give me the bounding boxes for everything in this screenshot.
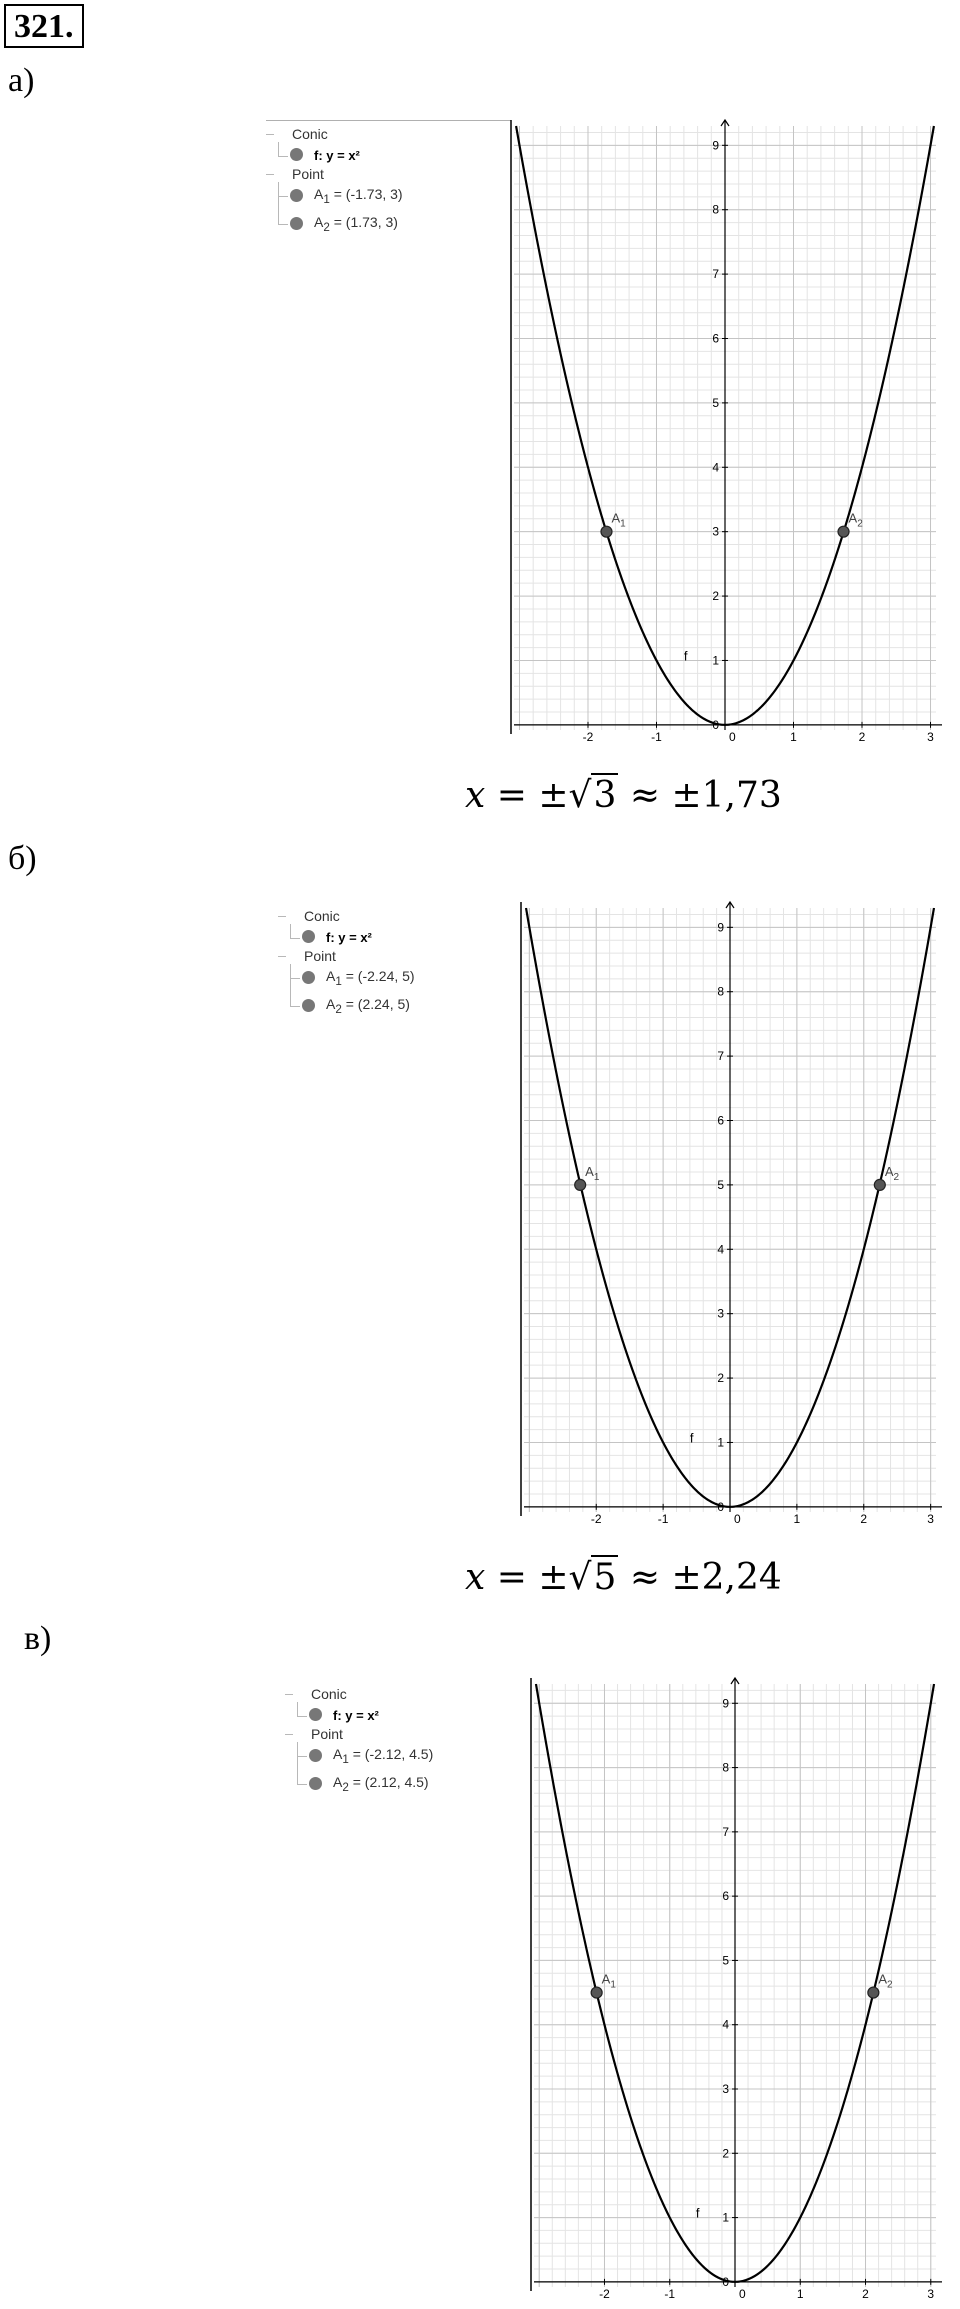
y-tick-label: 2 bbox=[712, 589, 719, 604]
point-label: $A_1$ bbox=[601, 1971, 616, 1991]
y-tick-label: 5 bbox=[722, 1953, 729, 1968]
x-tick-label: 0 bbox=[739, 2286, 746, 2301]
x-tick-label: 2 bbox=[862, 2286, 869, 2301]
part-label-b: б) bbox=[8, 840, 37, 877]
y-tick-label: 1 bbox=[717, 1435, 724, 1450]
visibility-toggle-icon[interactable] bbox=[309, 1777, 322, 1790]
point-header[interactable]: Point bbox=[292, 166, 324, 182]
y-tick-label: 6 bbox=[722, 1889, 729, 1904]
x-tick-label: -2 bbox=[590, 1511, 602, 1526]
algebra-view-c bbox=[285, 1680, 530, 1800]
function-item[interactable]: f: y = x² bbox=[314, 148, 360, 163]
point-marker bbox=[601, 526, 612, 537]
y-tick-label: 4 bbox=[717, 1242, 724, 1257]
visibility-toggle-icon[interactable] bbox=[290, 189, 303, 202]
y-tick-label: 9 bbox=[722, 1696, 729, 1711]
point-item-a2[interactable]: $A_2 = (2.12$, 4.5) bbox=[333, 1774, 429, 1794]
y-tick-label: 2 bbox=[717, 1371, 724, 1386]
y-tick-label: 1 bbox=[712, 653, 719, 668]
point-marker bbox=[868, 1987, 879, 1998]
part-label-a: а) bbox=[8, 62, 35, 99]
conic-header[interactable]: Conic bbox=[311, 1686, 347, 1702]
point-marker bbox=[591, 1987, 602, 1998]
y-tick-label: 6 bbox=[712, 331, 719, 346]
y-tick-label: 1 bbox=[722, 2210, 729, 2225]
y-tick-label: 4 bbox=[722, 2017, 729, 2032]
function-item[interactable]: f: y = x² bbox=[333, 1708, 379, 1723]
y-tick-label: 3 bbox=[722, 2082, 729, 2096]
point-item-a1[interactable]: $A_1 = (-2.12$, 4.5) bbox=[333, 1746, 434, 1766]
problem-number: 321. bbox=[4, 4, 84, 48]
y-tick-label: 7 bbox=[712, 267, 719, 282]
y-tick-label: 7 bbox=[717, 1049, 724, 1064]
point-marker bbox=[874, 1179, 885, 1190]
point-marker bbox=[575, 1179, 586, 1190]
point-label: $A_2$ bbox=[878, 1971, 893, 1991]
visibility-toggle-icon[interactable] bbox=[309, 1749, 322, 1762]
x-tick-label: -1 bbox=[657, 1511, 669, 1526]
algebra-view-b bbox=[278, 902, 523, 1022]
point-label: $A_1$ bbox=[585, 1163, 600, 1183]
y-tick-label: 8 bbox=[717, 984, 724, 999]
point-header[interactable]: Point bbox=[311, 1726, 343, 1742]
graph-view-a[interactable] bbox=[510, 120, 942, 752]
algebra-view-a bbox=[266, 120, 511, 240]
x-tick-label: 1 bbox=[796, 2286, 804, 2301]
x-tick-label: 3 bbox=[927, 2286, 935, 2301]
conic-header[interactable]: Conic bbox=[304, 908, 340, 924]
y-tick-label: 2 bbox=[722, 2146, 729, 2161]
y-tick-label: 0 bbox=[722, 2274, 729, 2289]
point-label: $A_1$ bbox=[611, 510, 626, 530]
x-tick-label: 1 bbox=[793, 1511, 801, 1526]
y-tick-label: 5 bbox=[717, 1177, 724, 1192]
collapse-icon[interactable] bbox=[285, 1694, 293, 1695]
x-tick-label: -2 bbox=[582, 729, 594, 744]
point-label: $A_2$ bbox=[884, 1163, 900, 1183]
x-tick-label: 3 bbox=[927, 1511, 934, 1526]
point-header[interactable]: Point bbox=[304, 948, 336, 964]
x-tick-label: 2 bbox=[860, 1511, 868, 1526]
answer-b: x = ±√5 ≈ ±2,24 bbox=[465, 1557, 782, 1598]
point-item-a2[interactable]: $A_2 = (2.24$, 5) bbox=[326, 996, 410, 1016]
visibility-toggle-icon[interactable] bbox=[290, 217, 303, 230]
x-tick-label: -2 bbox=[599, 2286, 610, 2301]
function-item[interactable]: f: y = x² bbox=[326, 930, 372, 945]
y-tick-label: 5 bbox=[712, 395, 719, 410]
x-tick-label: -1 bbox=[664, 2286, 676, 2301]
y-tick-label: 0 bbox=[717, 1499, 724, 1514]
x-tick-label: 3 bbox=[927, 729, 934, 744]
x-tick-label: 0 bbox=[729, 729, 736, 744]
y-tick-label: 7 bbox=[722, 1824, 729, 1839]
x-tick-label: 1 bbox=[790, 729, 797, 744]
graph-view-c[interactable] bbox=[530, 1678, 942, 2309]
curve-label: f bbox=[695, 2205, 700, 2221]
point-item-a1[interactable]: $A_1 = (-1.73$, 3) bbox=[314, 186, 403, 206]
visibility-toggle-icon[interactable] bbox=[302, 930, 315, 943]
collapse-icon[interactable] bbox=[278, 916, 286, 917]
part-label-c: в) bbox=[24, 1620, 52, 1657]
algebra-divider bbox=[266, 120, 511, 121]
visibility-toggle-icon[interactable] bbox=[302, 971, 315, 984]
y-tick-label: 8 bbox=[722, 1760, 729, 1775]
graph-view-b[interactable] bbox=[520, 902, 942, 1534]
collapse-icon[interactable] bbox=[278, 956, 286, 957]
x-tick-label: 2 bbox=[858, 729, 866, 744]
point-label: $A_2$ bbox=[848, 510, 863, 530]
y-tick-label: 4 bbox=[712, 460, 719, 475]
y-tick-label: 9 bbox=[717, 920, 724, 935]
visibility-toggle-icon[interactable] bbox=[302, 999, 315, 1012]
point-marker bbox=[838, 526, 849, 537]
point-item-a2[interactable]: $A_2 = (1.73$, 3) bbox=[314, 214, 398, 234]
collapse-icon[interactable] bbox=[266, 134, 274, 135]
point-item-a1[interactable]: $A_1 = (-2.24$, 5) bbox=[326, 968, 415, 988]
collapse-icon[interactable] bbox=[285, 1734, 293, 1735]
x-tick-label: 0 bbox=[734, 1511, 741, 1526]
y-tick-label: 6 bbox=[717, 1113, 724, 1128]
visibility-toggle-icon[interactable] bbox=[290, 148, 303, 161]
y-tick-label: 0 bbox=[712, 717, 719, 732]
conic-header[interactable]: Conic bbox=[292, 126, 328, 142]
curve-label: f bbox=[683, 648, 688, 664]
visibility-toggle-icon[interactable] bbox=[309, 1708, 322, 1721]
x-tick-label: -1 bbox=[651, 729, 662, 744]
collapse-icon[interactable] bbox=[266, 174, 274, 175]
y-tick-label: 9 bbox=[712, 138, 719, 153]
answer-a: x = ±√3 ≈ ±1,73 bbox=[465, 775, 782, 816]
y-tick-label: 3 bbox=[712, 524, 719, 539]
y-tick-label: 8 bbox=[712, 202, 719, 217]
curve-label: f bbox=[689, 1430, 694, 1446]
y-tick-label: 3 bbox=[717, 1306, 724, 1321]
